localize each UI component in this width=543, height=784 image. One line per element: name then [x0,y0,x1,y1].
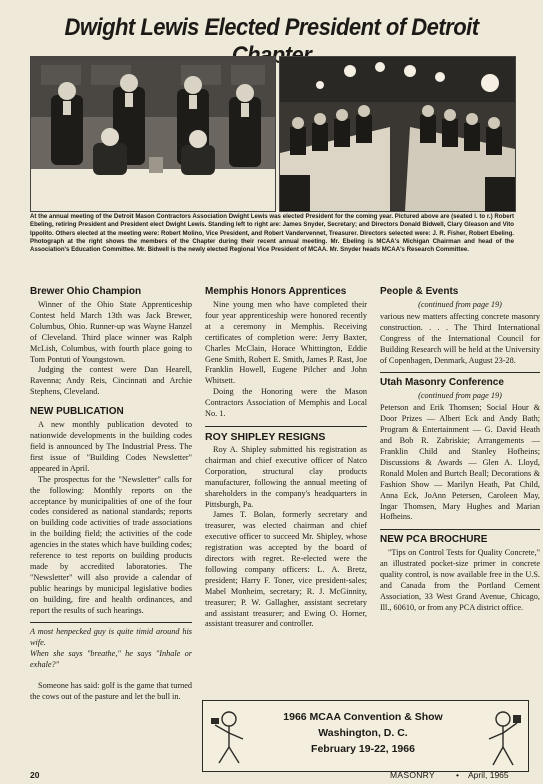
convention-dates: February 19-22, 1966 [311,743,415,755]
shipley-paragraph-2: James T. Bolan, formerly secretary and treasurer, was elected chairman and chief executive officer to succeed Mr. Shipley, whose registration was accepted by the board of directors with regret. Re-elected were the following company officers: L. A. Bretz, president; Harry F. Toner, vice president-sales; Mabel Monheim, secretary; R. J. McGinnity, treasurer; P. W. Gallagher, assistant secretary and assistant treasurer; and Ewing O. Horner, assistant treasurer and controller. [205,510,367,629]
convention-box [202,700,529,772]
utah-paragraph: Peterson and Erik Thomsen; Social Hour & Door Prizes — Albert Eck and Andy Bath; Program & Entertainment — G. David Heath and Bob R. Zabriskie; Arrangements — Franklin Child and Stanley Hofheins; Discussions & Awards — Glen A. Lloyd, Ronald Molen and Burtch Beall; Decorations & Fashion Show — Marilyn Heath, Pat Child, Anna Eck, JoAnn Petersen, Caroleen May, Ingar Thomsen, Mary Hughes and Marian Hofheins. [380,403,540,522]
memphis-paragraph-2: Doing the Honoring were the Mason Contractors Association of Memphis and Local No. 1. [205,387,367,419]
memphis-paragraph-1: Nine young men who have completed their four year apprenticeship were honored recently at a ceremony in Memphis. Receiving certificates of completion were: Jerry Baxter, Charles McClain, Horace Whittington, Eddie Gene Smith, Robert E. Smith, James P. Rast, Joe Franklin Howell, Eugene Pilcher and John Whitsett. [205,300,367,386]
pca-paragraph: "Tips on Control Tests for Quality Concrete," an illustrated pocket-size primer in concrete quality control, is now available free in the U.S. and Canada from the Portland Cement Association, 33 West Grand Avenue, Chicago, Ill., 60610, or from any PCA district office. [380,548,540,612]
brewer-heading: Brewer Ohio Champion [30,286,142,297]
photo-caption: At the annual meeting of the Detroit Mason Contractors Association Dwight Lewis was elected President for the coming year. Pictured above are (seated l. to r.) Robert Ebeling, retiring President and President elect Dwight Lewis. Standing left to right are: James Snyder, Secretary; and Directors Donald Bidwell, Clary Gleason and Vito Ippolito. Others elected at the meeting were: Robert Molino, Vice President, and Robert Vandervennet, Treasurer. Directors selected were: J. R. Fisher, Robert Ebeling. Photograph at the right shows the members of the Chapter during their recent annual meeting. Mr. Ebeling is MCAA's Michigan Chairman and head of the Association's Education Committee. Mr. Bidwell is the newly elected Regional Vice President of MCAA. Mr. Snyder heads MCAA's Research Committee. [30,213,514,254]
people-continued-note: (continued from page 19) [418,300,502,309]
column-2 [205,286,367,630]
column-divider [380,529,540,530]
cartoon-man-left-icon [209,709,249,765]
publication-paragraph-1: A new monthly publication devoted to nationwide developments in the building codes field is announced by The Industrial Press. The first issue of "Building Codes Newsletter" appeared in April. [30,420,192,473]
utah-heading: Utah Masonry Conference [380,377,504,389]
memphis-heading: Memphis Honors Apprentices [205,286,347,297]
officers-photo [30,56,276,212]
footer-bullet: • [456,770,459,780]
brewer-paragraph-1: Winner of the Ohio State Apprenticeship Contest held March 13th was Jack Brewer, Columbus, Ohio. Runner-up was Wayne Hanzel of Cleveland. Third place winner was Ralph McLish, Columbus, with fourth place going to Tom Pontuti of Youngstown. [30,300,192,364]
cartoon-man-right-icon [481,709,523,767]
convention-location: Washington, D. C. [318,727,408,739]
shipley-paragraph-1: Roy A. Shipley submitted his registration as chairman and chief executive officer of Natco Corporation, structural clay products manufacturer, following the annual meeting of shareholders in the company's headquarters in Pittsburgh, Pa. [205,444,367,509]
convention-title: 1966 MCAA Convention & Show [283,711,443,723]
publication-heading: NEW PUBLICATION [30,406,124,418]
shipley-heading: ROY SHIPLEY RESIGNS [205,430,326,443]
joke-line-1: A most henpecked guy is quite timid around his wife. [30,627,192,648]
meeting-photo [279,56,516,212]
column-divider [30,622,192,623]
page-headline: Dwight Lewis Elected President of Detroit [64,14,479,41]
convention-text [253,709,473,757]
column-3 [380,286,540,614]
issue-date: April, 1965 [468,770,509,780]
brewer-paragraph-2: Judging the contest were Dan Hearell, Ravenna; Andy Reis, Cincinnati and Archie Stephens, Cleveland. [30,365,192,397]
column-divider [380,372,540,373]
utah-continued-note: (continued from page 19) [418,391,502,401]
page-number: 20 [30,770,40,780]
magazine-name: MASONRY [390,770,435,780]
joke-line-2: When she says "breathe," he says "Inhale or exhale?" [30,649,192,670]
column-1 [30,286,192,703]
people-paragraph: various new matters affecting concrete masonry construction. . . . The Third International Congress of the International Council for Building Research will be held at the University of Copenhagen, Denmark, August 23-28. [380,311,540,365]
people-events-heading: People & Events [380,286,459,297]
pca-heading: NEW PCA BROCHURE [380,534,488,546]
page-footer [30,770,540,782]
column-divider [205,426,367,427]
publication-paragraph-2: The prospectus for the "Newsletter" calls for the following: Monthly reports on the acceptance by municipalities of one of the four codes considered as national standards; reports on building code activities of trade associations in the building field; the activities of the code agencies in the states which have building codes; reference to test reports on building products made by accredited laboratories. The "Newsletter" will also provide a calendar of public hearings by municipal legislative bodies on building, fire and health ordinances, and report the results of such hearings. [30,474,192,615]
golf-quote: Someone has said: golf is the game that turned the cows out of the pasture and let the bull in. [30,681,192,701]
